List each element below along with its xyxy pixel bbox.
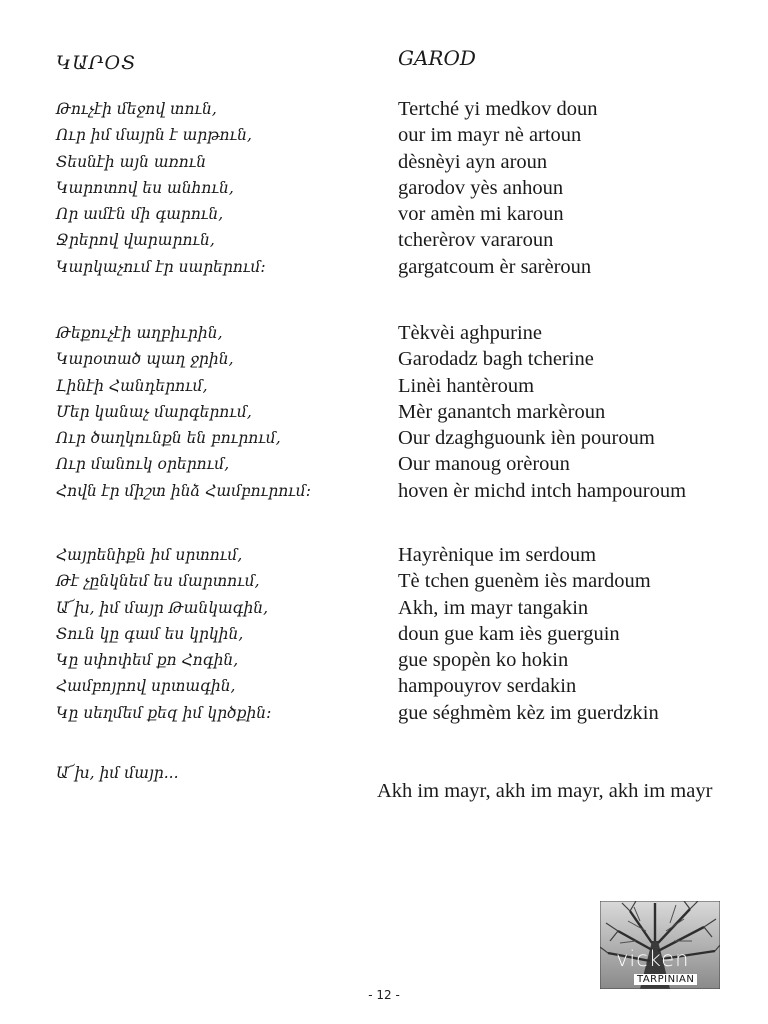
transliteration-stanza-1 — [398, 96, 598, 280]
verse-line: vor amèn mi karoun — [398, 203, 564, 226]
verse-line: dèsnèyi ayn aroun — [398, 150, 548, 173]
verse-line: garodov yès anhoun — [398, 176, 564, 199]
verse-line: Tertché yi medkov doun — [398, 98, 598, 120]
verse-line: hoven èr michd intch hampouroum — [398, 479, 687, 502]
armenian-stanza-2 — [56, 320, 311, 504]
verse-line: Կը սփոփեմ քո Հոգին, — [56, 651, 239, 670]
verse-line: Թեքուչէի աղբիւրին, — [56, 324, 223, 342]
armenian-title: ԿԱՐՕՏ — [56, 52, 137, 74]
verse-line: Հայրենիքն իմ սրտում, — [56, 546, 243, 564]
verse-line: Tèkvèi aghpurine — [398, 322, 543, 344]
transliteration-stanza-3 — [398, 542, 659, 726]
verse-line: Կարկաչում էր սարերում: — [56, 257, 266, 276]
verse-line: Թէ չընկնեմ ես մարտում, — [56, 572, 260, 591]
verse-line: gue séghmèm kèz im guerdzkin — [398, 701, 659, 724]
armenian-refrain: Ա՜խ, իմ մայր... — [56, 764, 179, 782]
verse-line: Our manoug orèroun — [398, 453, 570, 476]
page-number: - 12 - — [368, 988, 400, 1002]
verse-line: Linèi hantèroum — [398, 374, 535, 397]
verse-line: Ուր ծաղկունքն են բուրում, — [56, 429, 281, 448]
armenian-stanza-3 — [56, 542, 271, 726]
verse-line: gue spopèn ko hokin — [398, 649, 569, 672]
verse-line: Ուր մանուկ օրերում, — [56, 455, 230, 474]
verse-line: Ջրերով վարարուն, — [56, 231, 215, 250]
verse-line: Ա՜խ, իմ մայր Թանկագին, — [56, 598, 269, 617]
verse-line: Tè tchen guenèm iès mardoum — [398, 570, 651, 593]
verse-line: Թուչէի մեջով տուն, — [56, 100, 217, 118]
verse-line: Ուր իմ մայրն է արթուն, — [56, 126, 252, 145]
verse-line: Լինէի Հանդերում, — [56, 376, 208, 395]
verse-line: Տուն կը գամ ես կրկին, — [56, 624, 244, 643]
transliteration-refrain: Akh im mayr, akh im mayr, akh im mayr — [377, 780, 713, 802]
logo-name: vicken — [616, 947, 690, 971]
verse-line: Տեսնէի այն առուն — [56, 152, 207, 171]
verse-line: Hayrènique im serdoum — [398, 544, 597, 566]
transliteration-stanza-2 — [398, 320, 686, 504]
verse-line: Կարօտած պաղ ջրին, — [56, 350, 234, 369]
verse-line: gargatcoum èr sarèroun — [398, 255, 592, 278]
author-logo — [600, 901, 720, 989]
verse-line: Mèr ganantch markèroun — [398, 400, 606, 423]
verse-line: Հովն էր միշտ ինձ Համբուրում: — [56, 481, 311, 500]
transliteration-title: GAROD — [398, 46, 476, 70]
verse-line: Համբոյրով սրտագին, — [56, 677, 236, 696]
verse-line: hampouyrov serdakin — [398, 675, 577, 698]
verse-line: Որ ամէն մի գարուն, — [56, 205, 224, 224]
verse-line: Our dzaghguounk ièn pouroum — [398, 427, 655, 450]
armenian-stanza-1 — [56, 96, 266, 280]
verse-line: our im mayr nè artoun — [398, 124, 582, 147]
verse-line: doun gue kam iès guerguin — [398, 622, 620, 645]
logo-surname: TARPINIAN — [634, 974, 697, 985]
verse-line: Մեր կանաչ մարգերում, — [56, 402, 252, 421]
verse-line: Garodadz bagh tcherine — [398, 348, 594, 371]
verse-line: Կը սեղմեմ քեզ իմ կրծքին: — [56, 703, 272, 722]
verse-line: Akh, im mayr tangakin — [398, 596, 589, 619]
verse-line: Կարոտով ես անհուն, — [56, 178, 234, 197]
verse-line: tcherèrov vararoun — [398, 229, 554, 252]
